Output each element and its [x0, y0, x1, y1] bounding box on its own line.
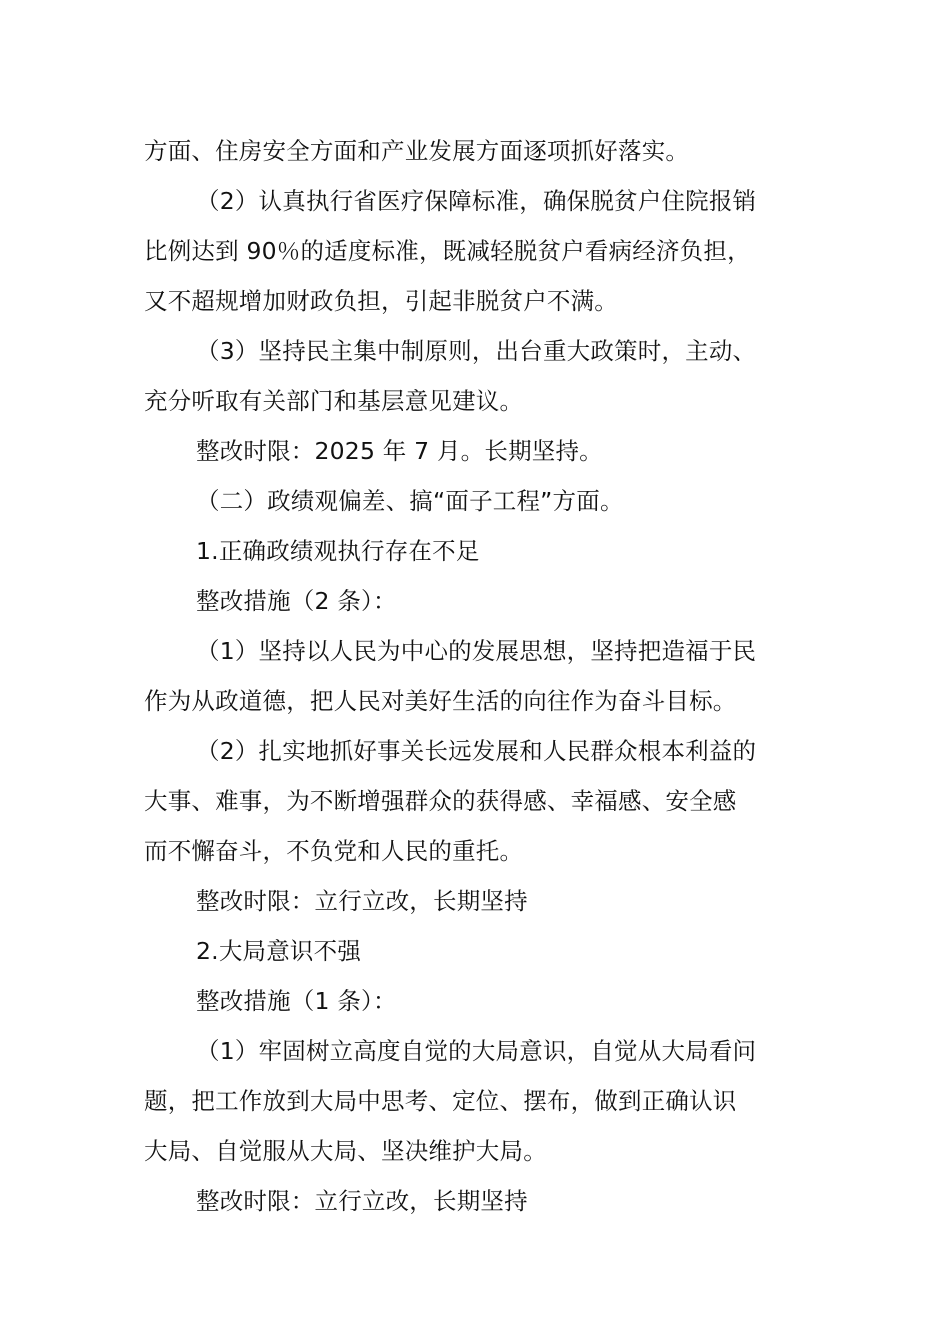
text-line: （2）认真执行省医疗保障标准，确保脱贫户住院报销: [196, 187, 757, 215]
text-line: 大局、自觉服从大局、坚决维护大局。: [144, 1137, 547, 1165]
deadline-line: 整改时限：立行立改，长期坚持: [196, 887, 528, 915]
subsection-heading: 1.正确政绩观执行存在不足: [196, 537, 480, 565]
section-heading: （二）政绩观偏差、搞“面子工程”方面。: [196, 487, 624, 515]
measures-heading: 整改措施（1 条）：: [196, 987, 397, 1015]
text-line: 大事、难事，为不断增强群众的获得感、幸福感、安全感: [144, 787, 737, 815]
subsection-heading: 2.大局意识不强: [196, 937, 362, 965]
text-line: （3）坚持民主集中制原则，出台重大政策时，主动、: [196, 337, 757, 365]
text-line: （1）坚持以人民为中心的发展思想，坚持把造福于民: [196, 637, 757, 665]
text-line: 题，把工作放到大局中思考、定位、摆布，做到正确认识: [144, 1087, 737, 1115]
text-line: （1）牢固树立高度自觉的大局意识，自觉从大局看问: [196, 1037, 757, 1065]
text-line: 作为从政道德，把人民对美好生活的向往作为奋斗目标。: [144, 687, 737, 715]
deadline-line: 整改时限：立行立改，长期坚持: [196, 1187, 528, 1215]
deadline-line: 整改时限：2025 年 7 月。长期坚持。: [196, 437, 603, 465]
text-line: 而不懈奋斗，不负党和人民的重托。: [144, 837, 524, 865]
text-line: 方面、住房安全方面和产业发展方面逐项抓好落实。: [144, 137, 690, 165]
text-line: 又不超规增加财政负担，引起非脱贫户不满。: [144, 287, 618, 315]
text-line: 比例达到 90％的适度标准，既减轻脱贫户看病经济负担，: [144, 237, 751, 265]
text-line: 充分听取有关部门和基层意见建议。: [144, 387, 524, 415]
text-line: （2）扎实地抓好事关长远发展和人民群众根本利益的: [196, 737, 757, 765]
measures-heading: 整改措施（2 条）：: [196, 587, 397, 615]
